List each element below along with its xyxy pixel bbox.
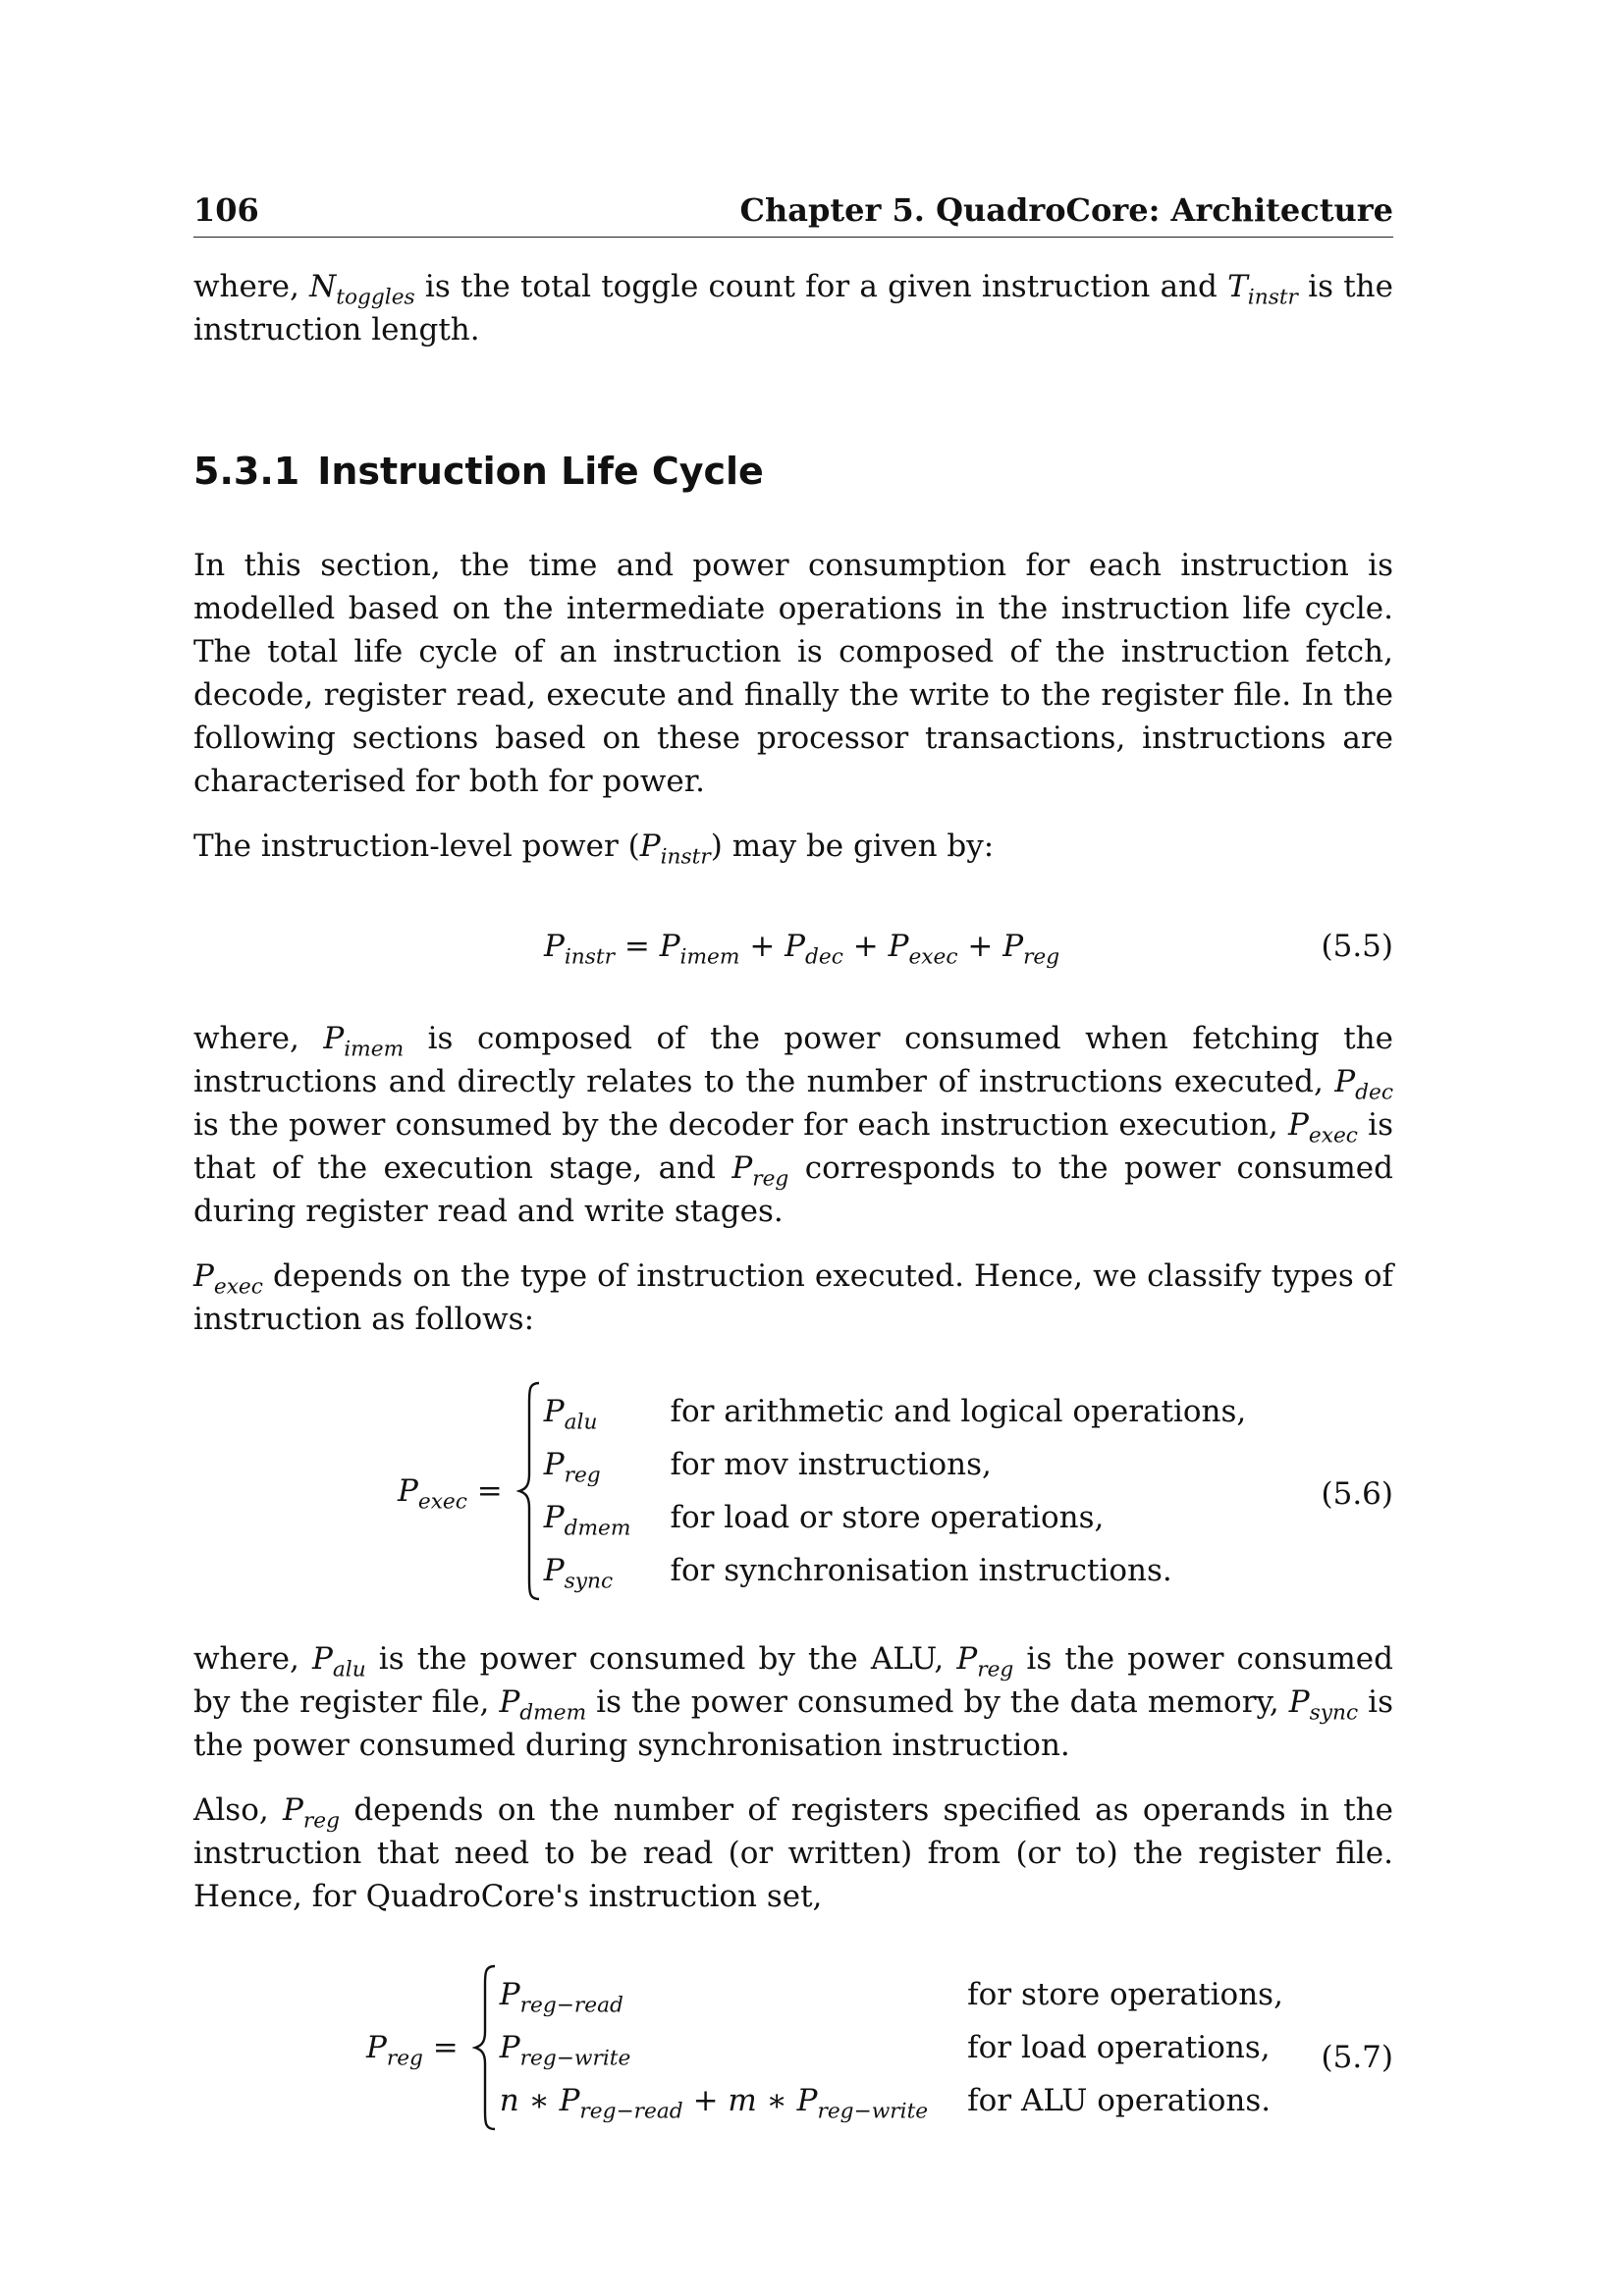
symbol-n: N [309,269,337,304]
equation-body: $P_{instr} = P_{imem} + P_{dec} + P_{exec} + P_{reg}$ [544,929,1060,970]
intro-text: where, [193,269,310,304]
case-row: $P_{reg}$ for mov instructions, [543,1447,992,1488]
term-subscript: reg [1023,944,1060,970]
equation-lhs: $P_{exec}$ = [398,1473,503,1515]
paragraph-life-cycle: In this section, the time and power consumption for each instruction is modelled based on the intermediate operations in the instruction life cycle. The total life cycle of an instruction is composed of the instruction fetch, decode, register read, execute and finally the write to the register file. In the following sections based on these processor transactions, instructions are characterised for both for power. [193,548,1393,799]
case-row: $P_{dmem}$ for load or store operations, [543,1500,1105,1541]
term-subscript: dec [805,944,843,970]
equation-number: (5.5) [1321,929,1393,964]
cases-equation [366,1963,1283,2132]
case-row: $P_{reg-write}$ for load operations, [499,2030,1271,2071]
page-number: 106 [193,191,259,229]
section-title: Instruction Life Cycle [317,450,764,493]
equation-lhs: $P_{reg}$ = [366,2030,459,2071]
cases-table [544,1385,1247,1597]
equation-number: (5.6) [1321,1476,1393,1512]
left-brace-icon [516,1380,542,1602]
chapter-title: Chapter 5. QuadroCore: Architecture [739,191,1393,229]
case-row: $P_{alu}$ for arithmetic and logical operations, [543,1394,1247,1435]
section-number: 5.3.1 [193,450,300,493]
plus-sign: + [749,929,776,964]
text: The instruction-level power ( [193,828,640,864]
lhs-subscript: instr [564,944,615,970]
equation-number: (5.7) [1321,2040,1393,2075]
case-row: $P_{sync}$ for synchronisation instructions. [543,1553,1172,1594]
cases-table [500,1968,1283,2127]
intro-text: is the instruction length. [193,269,1393,347]
equation-5-6 [193,1380,1393,1616]
left-brace-icon [472,1963,498,2132]
cases-equation [398,1380,1246,1602]
equation-5-5 [193,929,1393,995]
intro-paragraph [193,265,1393,351]
equation-5-7 [193,1963,1393,2160]
paragraph-exec-terms: where, $P_{alu}$ is the power consumed by the ALU, $P_{reg}$ is the power consumed by the register file, $P_{dmem}$ is the power consumed by the data memory, $P_{sync}$ is the power consumed during synchronisation instruction. [193,1641,1394,1763]
symbol-t: T [1227,269,1248,304]
case-row: $P_{reg-read}$ for store operations, [499,1977,1283,2018]
term-subscript: exec [908,944,958,970]
case-row: n ∗ $P_{reg-read} + m$ ∗ $P_{reg-write}$ for ALU operations. [499,2083,1272,2124]
intro-text: is the total toggle count for a given instruction and [414,269,1228,304]
symbol-p: P [639,828,661,864]
plus-sign: + [967,929,994,964]
running-head [193,191,1393,238]
subscript-toggles: toggles [336,285,415,310]
equals-sign: = [623,929,650,964]
paragraph-register-power: Also, $P_{reg}$ depends on the number of registers specified as operands in the instruction that need to be read (or written) from (or to) the register file. Hence, for QuadroCore's instruction set, [193,1792,1393,1914]
subscript: instr [660,844,711,870]
term-subscript: imem [679,944,740,970]
paragraph-power-terms: where, $P_{imem}$ is composed of the power consumed when fetching the instructions and directly relates to the number of instructions executed, $P_{dec}$ is the power consumed by the decoder for each instruction execution, $P_{exec}$ is that of the execution stage, and $P_{reg}$ corresponds to the power consumed during register read and write stages. [193,1021,1394,1229]
text: ) may be given by: [710,828,995,864]
section-heading [193,450,1393,493]
paragraph-instruction-power [193,825,1393,868]
subscript-instr: instr [1247,285,1298,310]
plus-sign: + [852,929,879,964]
paragraph-exec-classification: $P_{exec}$ depends on the type of instruction executed. Hence, we classify types of instruction as follows: [193,1258,1393,1337]
page [193,191,1393,2160]
